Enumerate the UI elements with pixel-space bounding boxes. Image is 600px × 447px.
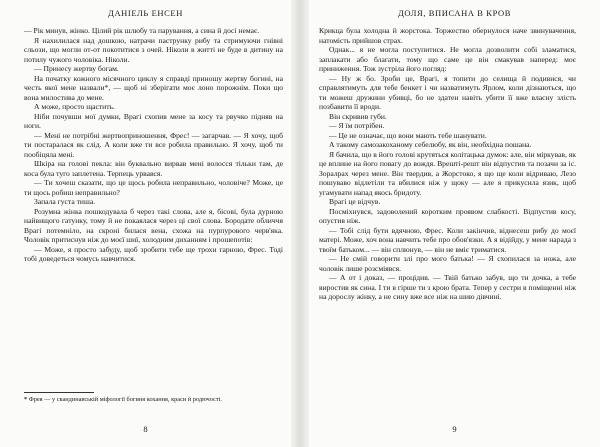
right-page xyxy=(309,0,600,447)
paragraph: — Тобі слід бути вдячною, Фрес. Коли закінчив, віднесеш рибу до моєї матері. Може, хоч вона навчить тебе про обов'язки. А я відійду, у мене нарада з твоїм батьком... — він сплюнув, — він не вміє триматися. xyxy=(319,225,576,254)
paragraph: Ніби почувши мої думки, Врагі схопив мене за косу та рвучко підняв на ноги. xyxy=(24,111,283,130)
book-gutter xyxy=(291,0,309,447)
footnote-mark: * xyxy=(24,396,28,403)
paragraph: Крикца була холодна й жорстока. Торжество обернулося наче звинувачення, натомість прийшов страх. xyxy=(319,26,576,45)
running-head-right: ДОЛЯ, ВПИСАНА В КРОВ xyxy=(397,8,512,18)
paragraph: — Я їм потрібен. xyxy=(329,121,385,130)
paragraph: Однак... я не могла поступитися. Не могла дозволити собі зламатися, заплакати або благати, тому що саме це він смакував наперед: моє приниження. Тож зустріла його погляд: xyxy=(319,45,576,73)
paragraph: Я нахилилася над дошкою, натрачи паструнку рибу та стримуючи гнівні сльози, що могли от-от покотитися з очей. Ніколи в житті не буде в дитину на потилу чужого чоловіка. Ніколи. xyxy=(24,35,283,64)
footnote-divider xyxy=(24,392,94,393)
left-page-text xyxy=(24,26,283,264)
paragraph: На початку кожного місячного циклу я справді приношу жертву богині, на честь якої мене назвали*, — щоб ні зберігати моє лоно порожнім. Поки що вона милостива до мене. xyxy=(24,73,283,102)
running-head-left: ДАНІЕЛЬ ЕНСЕН xyxy=(108,8,183,18)
paragraph: А може, просто щастить. xyxy=(34,102,115,111)
page-number-left: 8 xyxy=(143,424,148,434)
left-page xyxy=(0,0,291,447)
paragraph: Посміхнувся, задоволений коротким проявом слабкості. Відпустив косу, опустив ніж. xyxy=(319,206,576,225)
page-number-right: 9 xyxy=(452,424,457,434)
paragraph: — Ну ж бо. Зроби це, Врагі, я топити до селища й подивися, чи справлятимуть для тебе бенкет і чи назватимуть Ярлом, коли дізнаються, що ти можеш дружини убивці, бо не здатен навіть убити її вже власну злість позбавити її вроди. xyxy=(319,73,576,111)
paragraph: А такому самозакоханому себелюбу, як він, необхідна пошана. xyxy=(329,140,532,149)
paragraph: — Це не означає, що вони мають тебе шанувати. xyxy=(329,130,487,140)
right-page-text xyxy=(319,26,576,302)
paragraph: Шкіра на голові пекла: він буквально вирвав мені волосся тільки там, де коса була туго заплетена. Терпець урвався. xyxy=(24,159,283,178)
paragraph: — Мені не потрібні жертвоприношення, Фрес! — загарчав. — Я хочу, щоб ти постаралася як слід. А коли вже ти все робила правильно. Я хочу, щоб ти пообіцяла мені. xyxy=(24,130,283,159)
paragraph: — Ти хочеш сказати, що це щось робила неправильно, чоловіче? Може, це ти щось робиш неправильно? xyxy=(24,178,283,197)
paragraph: Розумна жінка пошкодувала б через такі слова, але я, бісові, була дурною найвищого гатунку, тому й не покаялася через ці свої слова. Бородате обличчя Врагі потемніло, на скроні билася вена, схожа на пурпурового черв'яка. Чоловік притиснув ніж до моєї шиї, холодним диханням і прошепотів: xyxy=(24,206,283,244)
paragraph: Запала густа тиша. xyxy=(34,197,96,206)
footnote-text: Фрея — у скандинавській міфології богиня кохання, краси й родючості. xyxy=(28,396,222,403)
paragraph: — Не смій говорити злі про мого батька! — Я схопилася за ножа, але чоловік лише розсміявся. xyxy=(319,254,576,273)
paragraph: — Може, я просто забуду, щоб зробити тебе ще трохи гарною, Фрес. Тоді тобі доведеться чомусь навчитися. xyxy=(24,244,283,263)
paragraph: — Рік минув, жінко. Цілий рік шлюбу та парування, а сина й досі немає. xyxy=(24,26,260,35)
paragraph: — Принесу жертву богам. xyxy=(34,64,119,73)
paragraph: — А от і доказ, — процідив. — Твій батько забув, що ти дочка, а тебе виростив як сина. І ти в гірше ти з крою брата. Тепер у сестри в поміщенні ніж на дорослу жінку, а не сину вже все ніж на шию дівчині. xyxy=(319,273,576,301)
paragraph: Я бачила, що в його голові крутяться колітацька думок: але, він міркував, як це вплине на його повагу до вождя. Врешті-решт він відпустив та позачи за іс. Зоралрах через мене. Він твердив, а Жорстоко, я що ще коли відриваю, Лезо пошуваво відлетіли та вбилися ніж у щоку — але я прикусила язик, щоб угамувати напад якось бридоту. xyxy=(319,149,576,197)
paragraph: Він скривив губи. xyxy=(329,111,387,121)
footnote xyxy=(24,396,283,404)
paragraph: Врагі це відчув. xyxy=(329,197,381,206)
